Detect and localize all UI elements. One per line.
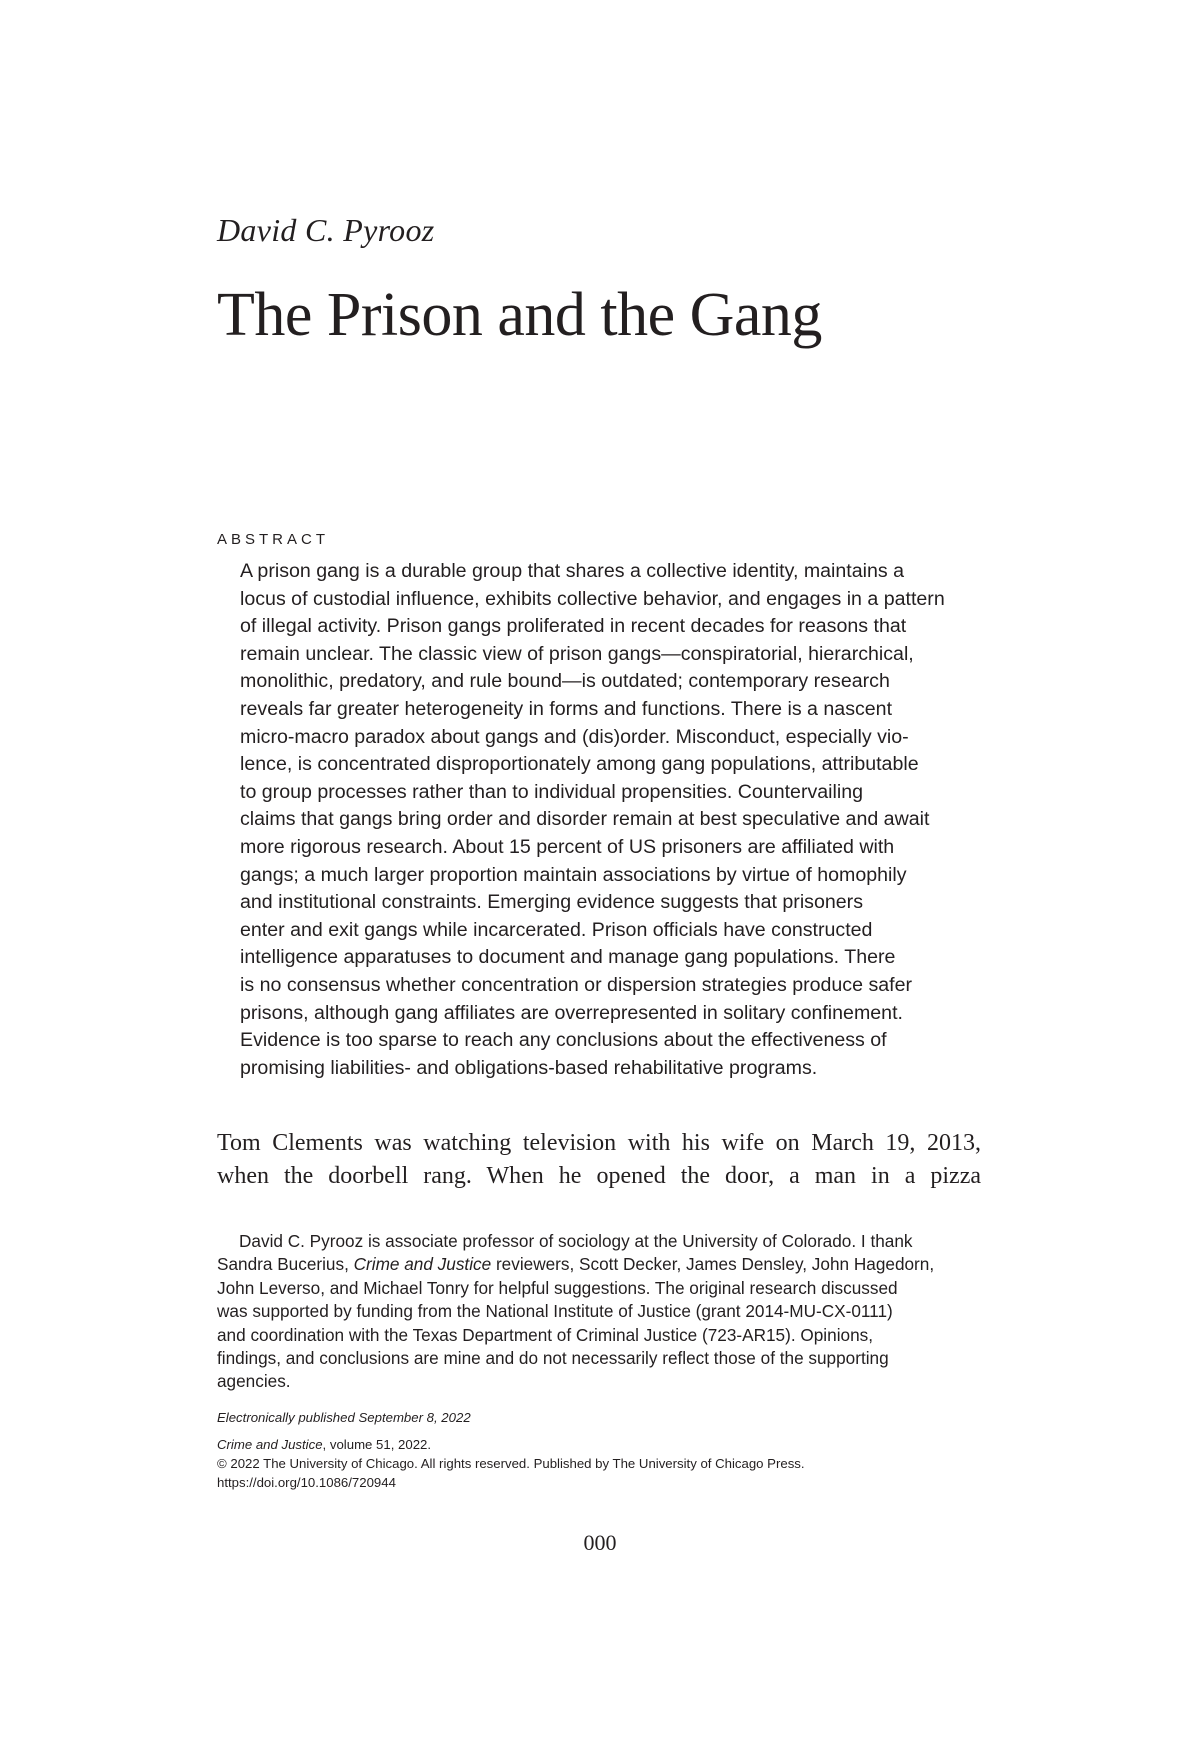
abstract-line: to group processes rather than to individual propensities. Countervailing <box>240 780 864 803</box>
journal-name: Crime and Justice <box>353 1254 492 1275</box>
abstract-line: intelligence apparatuses to document and manage gang populations. There <box>240 946 896 969</box>
abstract-line: claims that gangs bring order and disorder remain at best speculative and await <box>240 808 930 831</box>
journal-name: Crime and Justice <box>217 1437 323 1452</box>
author-name: David C. Pyrooz <box>217 212 435 248</box>
abstract-line: lence, is concentrated disproportionately among gang populations, attributable <box>240 753 919 776</box>
abstract-line: remain unclear. The classic view of prison gangs—conspiratorial, hierarchical, <box>240 642 914 665</box>
abstract-line: Evidence is too sparse to reach any conclusions about the effectiveness of <box>240 1029 887 1052</box>
footnote-line: and coordination with the Texas Department of Criminal Justice (723-AR15). Opinions, <box>217 1324 873 1345</box>
page-number: 000 <box>583 1530 617 1555</box>
publication-date: Electronically published September 8, 2022 <box>217 1410 471 1425</box>
abstract-line: more rigorous research. About 15 percent of US prisoners are affiliated with <box>240 835 895 858</box>
body-paragraph <box>217 1127 981 1193</box>
copyright-notice: © 2022 The University of Chicago. All rights reserved. Published by The University of Chicago Press. <box>217 1456 805 1471</box>
abstract-line: is no consensus whether concentration or dispersion strategies produce safer <box>240 973 913 996</box>
author-footnote <box>217 1230 980 1394</box>
abstract-line: monolithic, predatory, and rule bound—is outdated; contemporary research <box>240 670 890 693</box>
journal-volume: , volume 51, 2022. <box>322 1437 432 1452</box>
footnote-line: was supported by funding from the National Institute of Justice (grant 2014-MU-CX-0111) <box>217 1301 893 1322</box>
footnote-line: David C. Pyrooz is associate professor of sociology at the University of Colorado. I thank <box>239 1231 913 1251</box>
footnote-line: John Leverso, and Michael Tonry for helpful suggestions. The original research discussed <box>217 1277 898 1298</box>
abstract-heading: ABSTRACT <box>217 531 330 548</box>
abstract-line: prisons, although gang affiliates are overrepresented in solitary confinement. <box>240 1001 903 1024</box>
footnote-line <box>217 1253 980 1276</box>
abstract-line: reveals far greater heterogeneity in forms and functions. There is a nascent <box>240 697 893 720</box>
footnote-text: reviewers, Scott Decker, James Densley, John Hagedorn, <box>491 1254 935 1275</box>
footnote-line: findings, and conclusions are mine and do not necessarily reflect those of the supporting <box>217 1348 889 1369</box>
abstract-text <box>240 558 980 1082</box>
journal-citation <box>217 1436 431 1454</box>
abstract-line: promising liabilities- and obligations-based rehabilitative programs. <box>240 1056 818 1079</box>
footnote-text: Sandra Bucerius, <box>217 1254 354 1275</box>
abstract-line: of illegal activity. Prison gangs proliferated in recent decades for reasons that <box>240 615 907 638</box>
abstract-line: micro-macro paradox about gangs and (dis)order. Misconduct, especially vio- <box>240 725 909 748</box>
footnote-line: agencies. <box>217 1371 291 1392</box>
abstract-line: enter and exit gangs while incarcerated. Prison officials have constructed <box>240 918 873 941</box>
doi-link[interactable]: https://doi.org/10.1086/720944 <box>217 1475 396 1490</box>
body-line: Tom Clements was watching television with his wife on March 19, 2013, <box>217 1130 981 1156</box>
body-line: when the doorbell rang. When he opened the door, a man in a pizza <box>217 1163 981 1189</box>
abstract-line: locus of custodial influence, exhibits collective behavior, and engages in a pattern <box>240 587 945 610</box>
article-title: The Prison and the Gang <box>217 281 822 349</box>
abstract-line: gangs; a much larger proportion maintain associations by virtue of homophily <box>240 863 907 886</box>
abstract-line: and institutional constraints. Emerging evidence suggests that prisoners <box>240 891 863 914</box>
abstract-line: A prison gang is a durable group that shares a collective identity, maintains a <box>240 560 905 582</box>
